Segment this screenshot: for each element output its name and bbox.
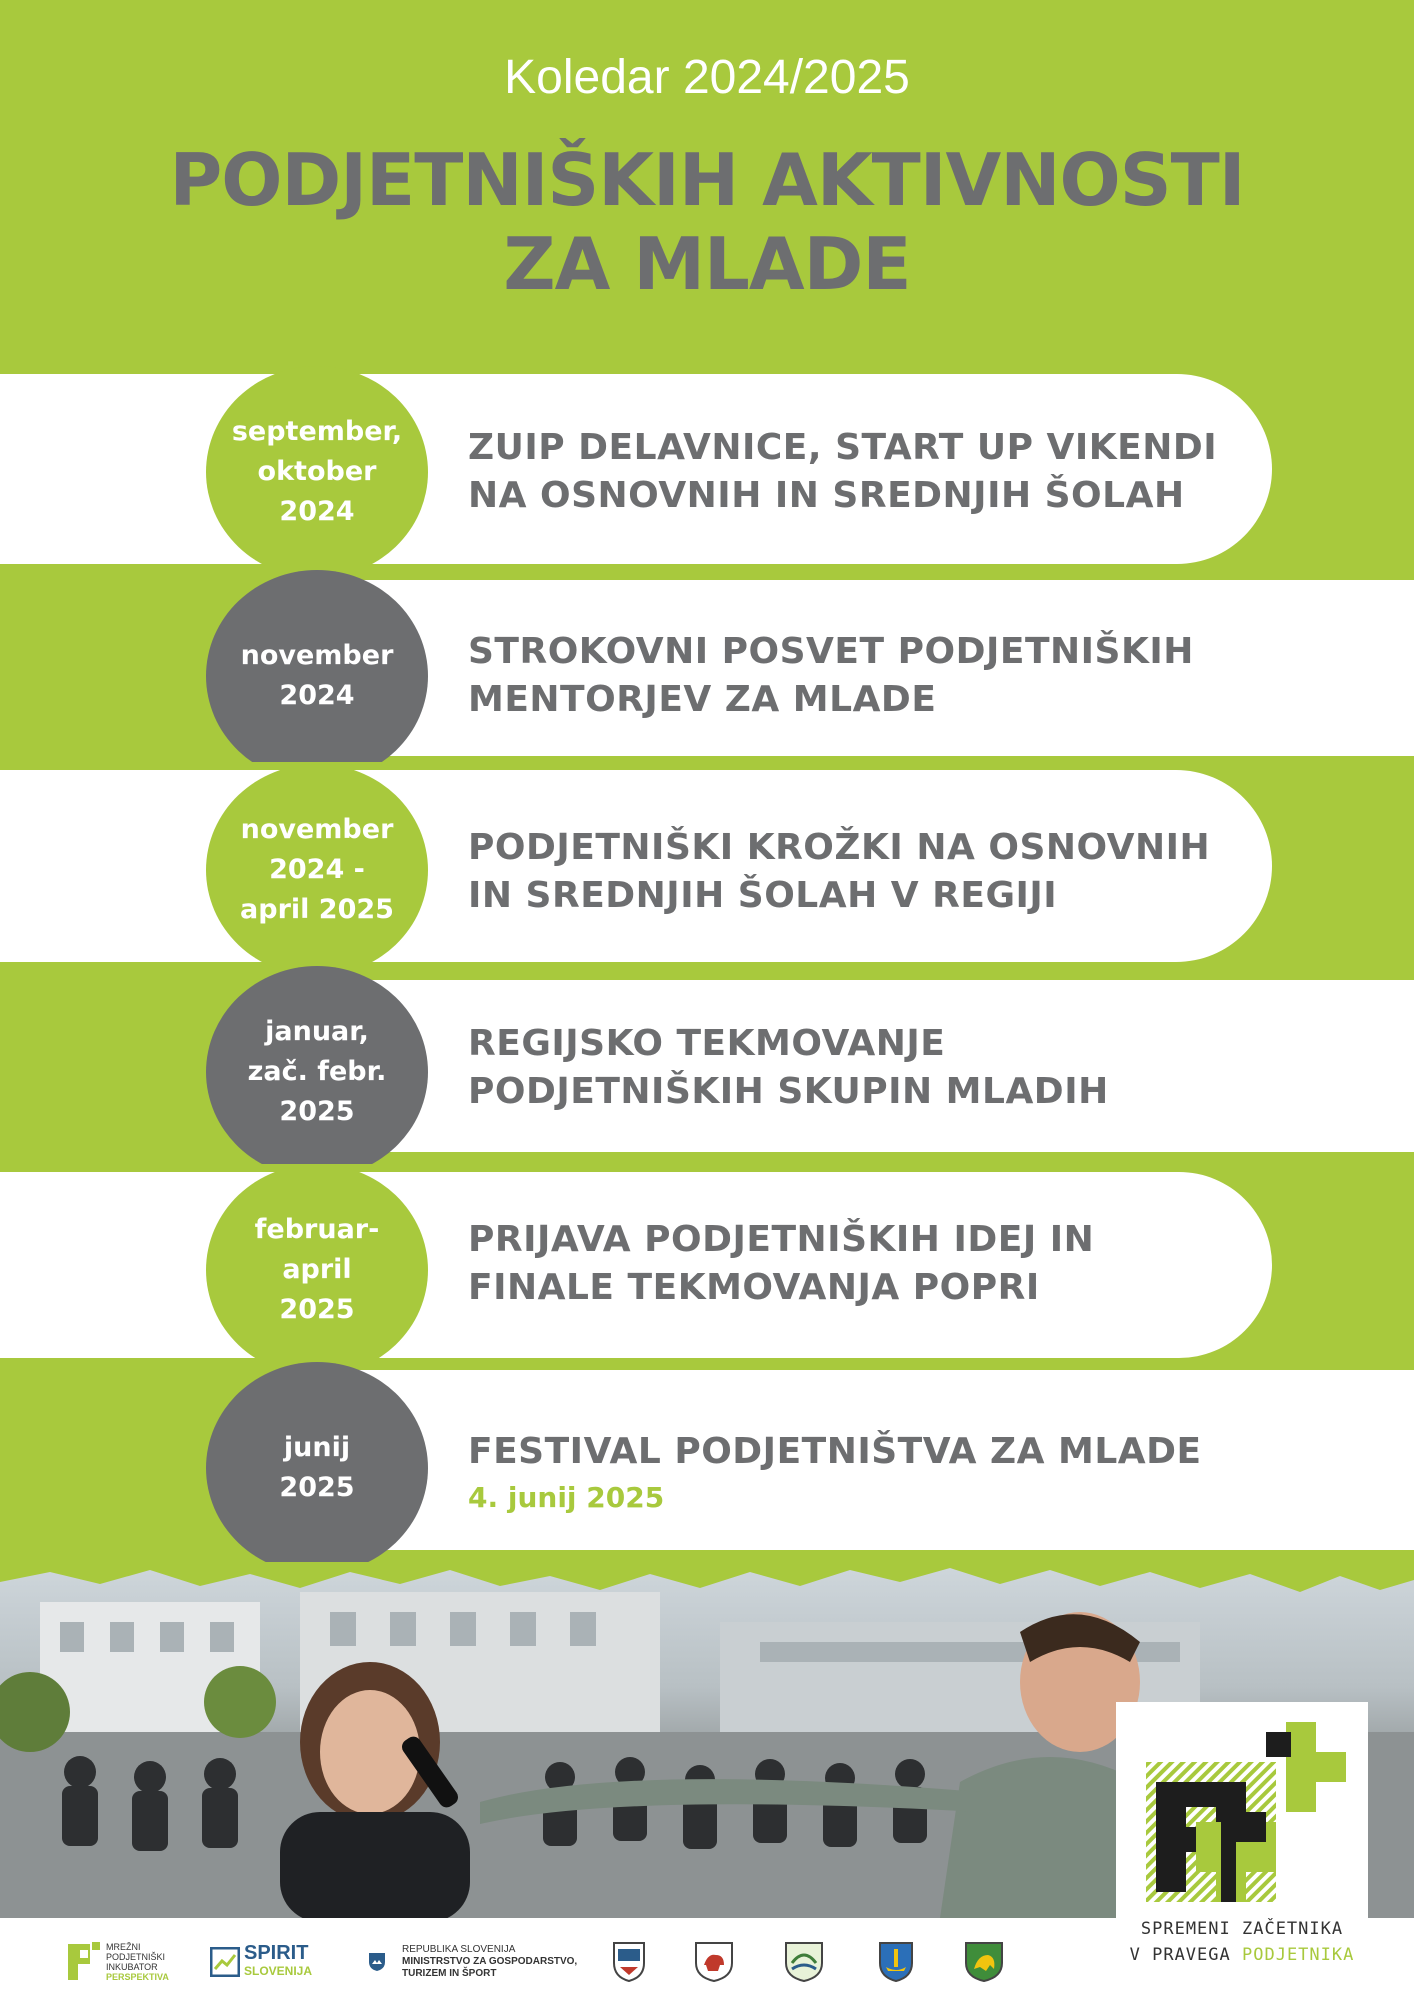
row-1-activity [468,424,1288,520]
row-3-period-line-2: 2024 - [269,854,365,885]
row-4-title-line-1: REGIJSKO TEKMOVANJE [468,1023,946,1064]
row-3-activity [468,824,1288,920]
page-title-line-1: PODJETNIŠKIH AKTIVNOSTI [169,138,1245,222]
row-6-period-line-2: 2025 [279,1472,355,1503]
row-2-activity [468,628,1288,724]
spirit-logo [210,1940,312,1984]
municipal-crest-2 [694,1940,734,1984]
row-4-period-circle [206,966,428,1178]
municipal-crest-icon [694,1941,734,1983]
ministry-line-3: TURIZEM IN ŠPORT [402,1968,497,1979]
row-4-activity [468,1020,1288,1116]
municipal-crest-5 [964,1940,1004,1984]
municipal-crest-icon [878,1941,914,1983]
spremeni-zacetnika-logo [1116,1702,1368,1998]
row-6-activity [468,1428,1288,1520]
municipal-crest-icon [964,1941,1004,1983]
row-3-period-circle [206,764,428,976]
page-title [0,138,1414,306]
row-5-activity [468,1216,1288,1312]
municipal-crest-3 [784,1940,824,1984]
calendar-subtitle: Koledar 2024/2025 [504,51,910,104]
torn-edge [0,1562,1414,1592]
row-1-period-line-3: 2024 [279,496,355,527]
man-jacket [940,1757,1140,1918]
row-1-title-line-1: ZUIP DELAVNICE, START UP VIKENDI [468,427,1218,468]
perspektiva-line-4: PERSPEKTIVA [106,1972,169,1982]
ministry-line-2: MINISTRSTVO ZA GOSPODARSTVO, [402,1956,578,1967]
row-2-title-line-2: MENTORJEV ZA MLADE [468,679,937,720]
row-6-title-line-1: FESTIVAL PODJETNIŠTVA ZA MLADE [468,1431,1202,1472]
municipal-crest-4 [878,1940,914,1984]
row-5-period-line-3: 2025 [279,1294,355,1325]
municipal-crest-icon [784,1941,824,1983]
row-6-period-circle [206,1362,428,1574]
row-5-period-line-2: april [282,1254,352,1285]
logo-slogan-highlight: PODJETNIKA [1242,1945,1355,1965]
row-1-title-line-2: NA OSNOVNIH IN SREDNJIH ŠOLAH [468,475,1185,516]
row-5-title-line-1: PRIJAVA PODJETNIŠKIH IDEJ IN [468,1219,1095,1260]
girl-jacket [280,1812,470,1918]
logo-slogan-line-2 [1116,1942,1368,1968]
municipal-crest-icon [612,1941,646,1983]
row-6-event-date: 4. junij 2025 [468,1481,665,1514]
perspektiva-logo [66,1940,169,1984]
logo-slogan-prefix: V PRAVEGA [1129,1945,1231,1965]
row-1-period-line-1: september, [231,416,403,447]
logo-slogan-line-1: SPREMENI ZAČETNIKA [1140,1919,1344,1939]
row-2-period-line-2: 2024 [279,680,355,711]
row-6-period-line-1: junij [283,1432,351,1463]
row-4-period-line-2: zač. febr. [247,1056,387,1087]
row-4-title-line-2: PODJETNIŠKIH SKUPIN MLADIH [468,1071,1109,1112]
row-2-title-line-1: STROKOVNI POSVET PODJETNIŠKIH [468,631,1194,672]
row-3-period-line-1: november [240,814,394,845]
footer-logos [0,1918,1110,2000]
slovenia-coat-of-arms-icon [368,1952,386,1972]
row-1-period-circle [206,366,428,578]
ministry-logo [368,1940,577,1984]
page-title-line-2: ZA MLADE [503,222,911,306]
row-5-period-circle [206,1164,428,1376]
row-3-title-line-2: IN SREDNJIH ŠOLAH V REGIJI [468,875,1058,916]
row-4-period-line-1: januar, [265,1016,369,1047]
row-3-title-line-1: PODJETNIŠKI KROŽKI NA OSNOVNIH [468,827,1211,868]
row-2-period-line-1: november [240,640,394,671]
row-3-period-line-3: april 2025 [240,894,394,925]
perspektiva-line-2: PODJETNIŠKI [106,1952,166,1962]
row-5-period-line-1: februar- [254,1214,380,1245]
perspektiva-line-3: INKUBATOR [106,1962,158,1972]
municipal-crest-1 [612,1940,646,1984]
header-band [0,0,1414,372]
ministry-line-1: REPUBLIKA SLOVENIJA [402,1944,516,1955]
pp-logo-icon [1116,1702,1368,1912]
perspektiva-logo-icon [66,1942,100,1982]
spirit-name: SPIRIT [244,1942,309,1964]
row-1-period-line-2: oktober [257,456,377,487]
spirit-logo-icon [210,1947,240,1977]
logo-slogan [1116,1916,1368,1968]
row-5-title-line-2: FINALE TEKMOVANJA POPRI [468,1267,1040,1308]
row-4-period-line-3: 2025 [279,1096,355,1127]
spirit-country: SLOVENIJA [244,1964,313,1978]
row-2-period-circle [206,570,428,782]
perspektiva-line-1: MREŽNI [106,1942,141,1952]
